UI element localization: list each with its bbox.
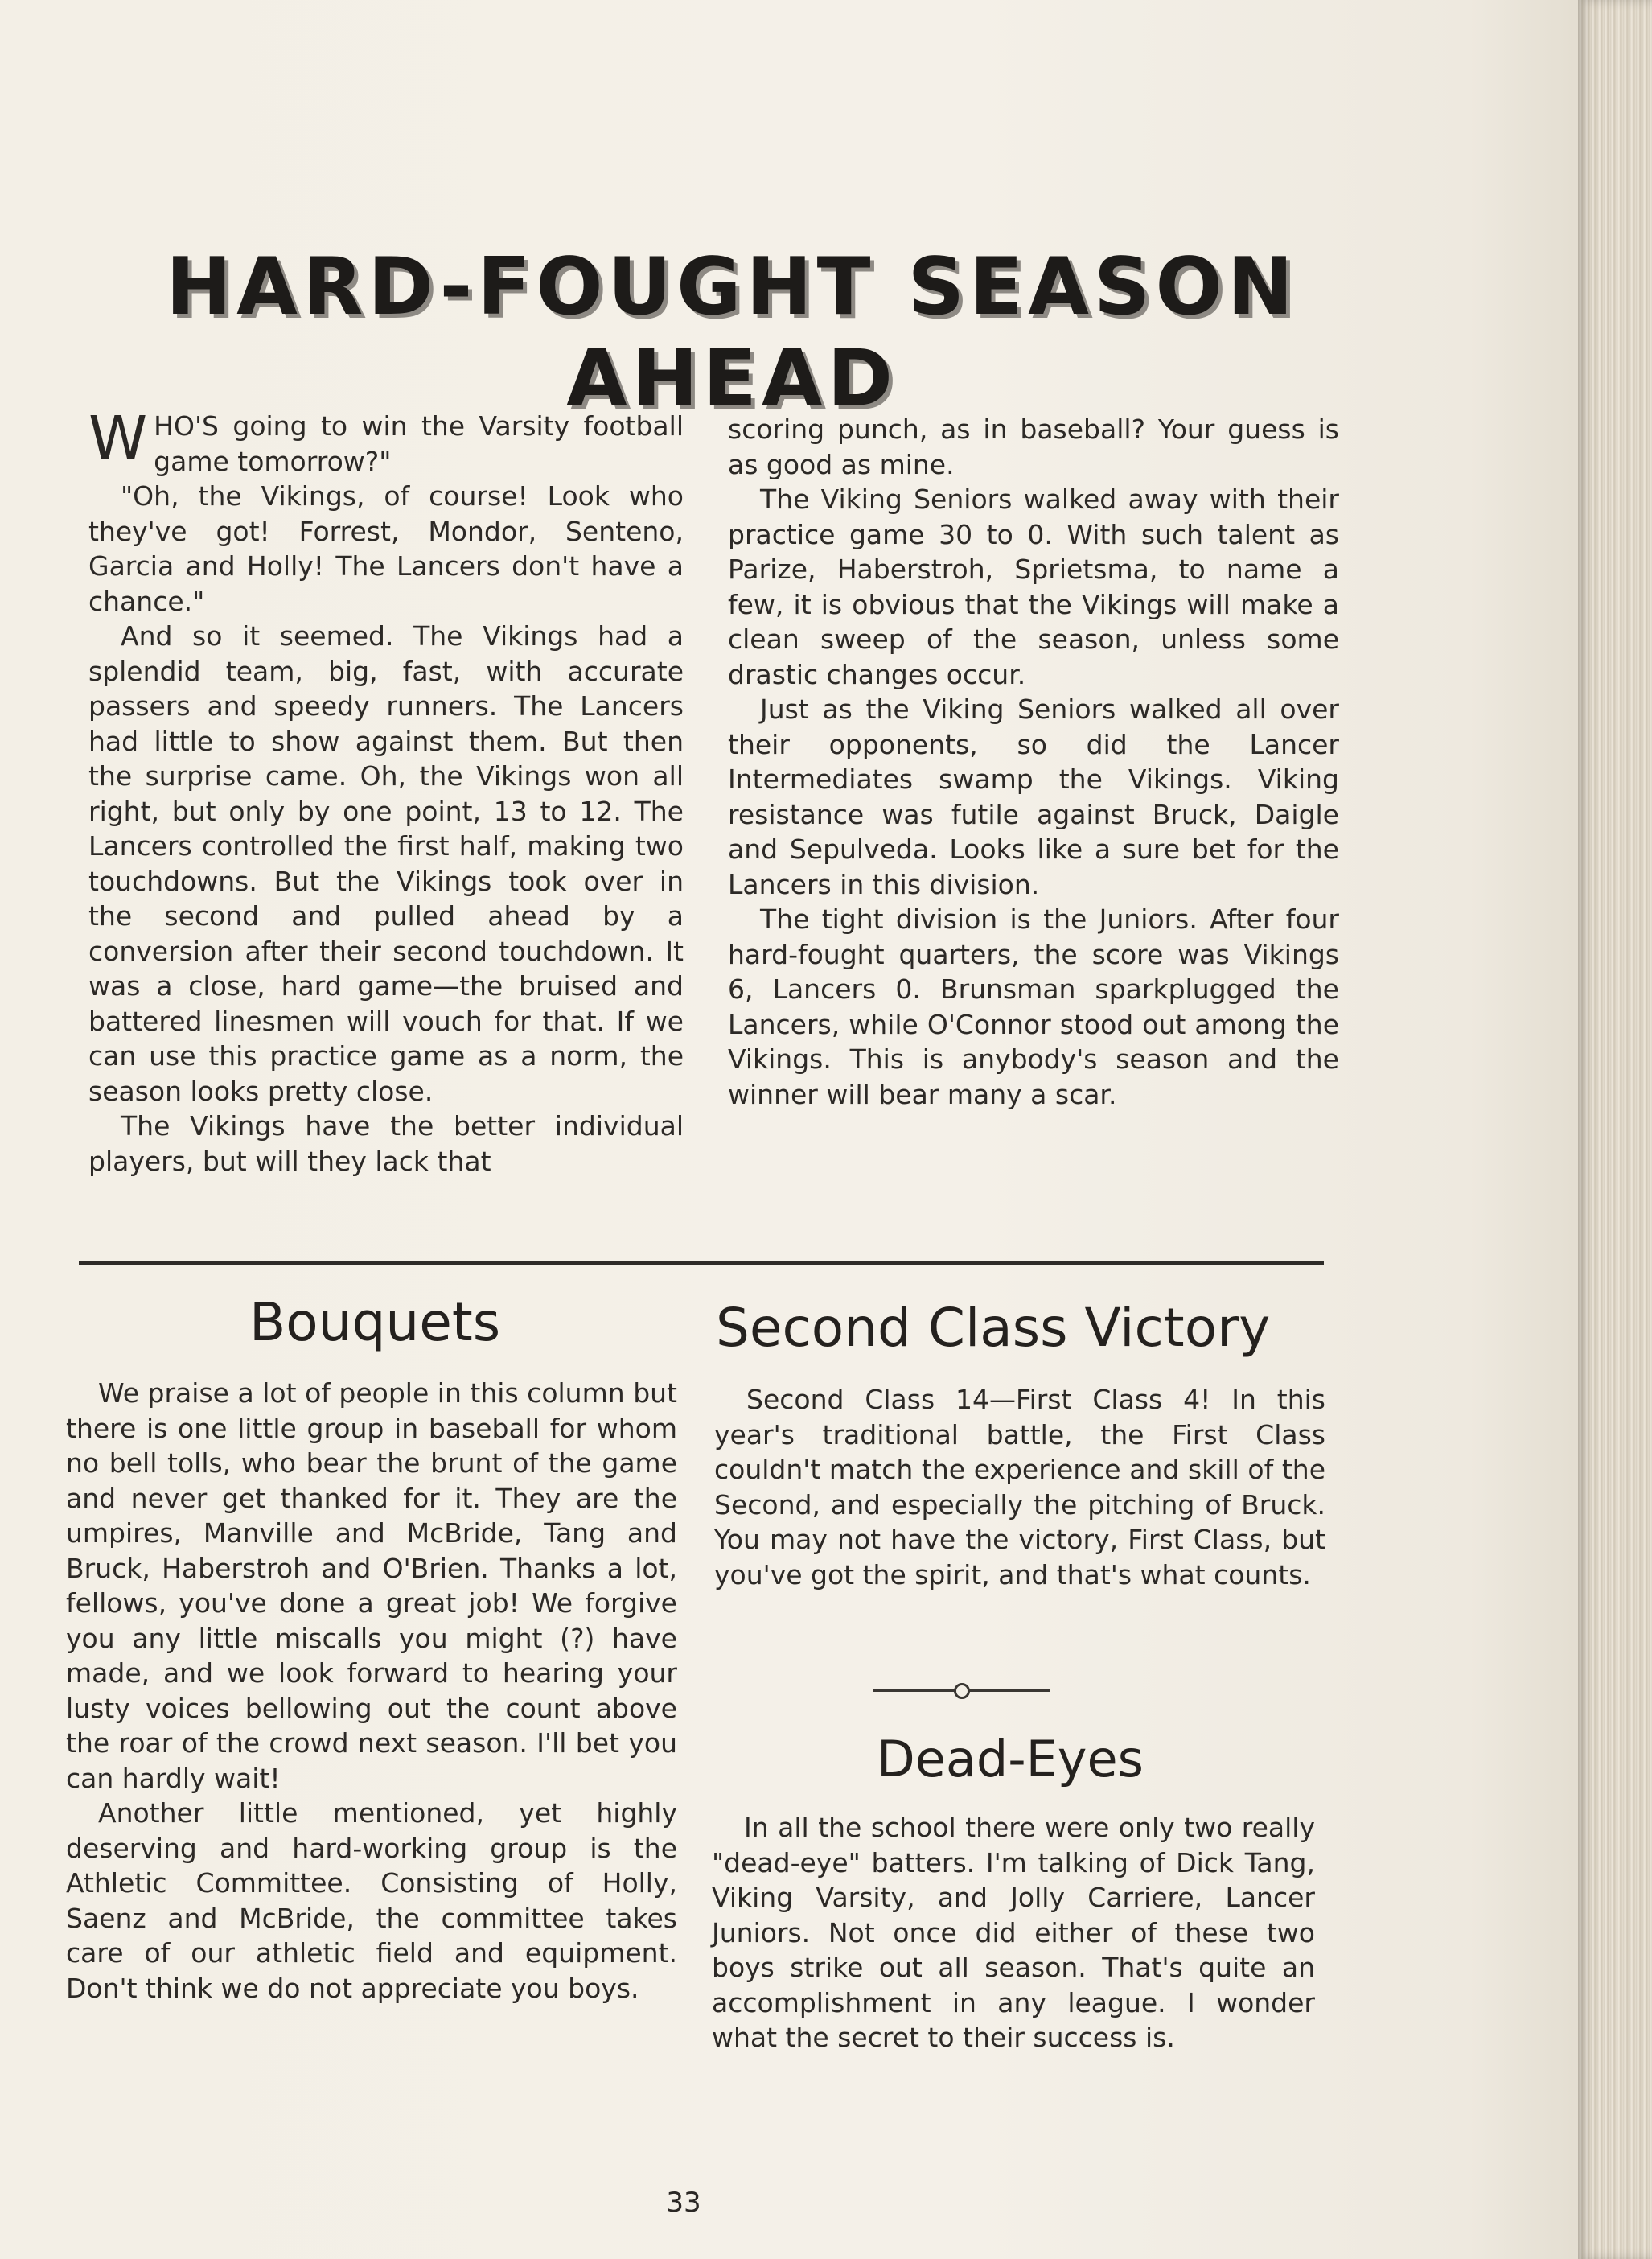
- drop-cap: W: [88, 404, 148, 473]
- second-class-paragraph: Second Class 14—First Class 4! In this year's traditional battle, the First Class couldn't match the experience and skill of the Second, and especially the pitching of Bruck. You may not have the victory, First Class, but you've got the spirit, and that's what counts.: [714, 1384, 1325, 1590]
- section-divider: [79, 1261, 1324, 1265]
- article-paragraph: The tight division is the Juniors. After four hard-fought quarters, the score was Vikings 6, Lancers 0. Brunsman sparkplugged the Lancers, while O'Connor stood out among the Vikings. This is anybody's season and the winner will bear many a scar.: [728, 903, 1339, 1110]
- page-number: 33: [666, 2187, 701, 2219]
- second-class-heading: Second Class Victory: [716, 1297, 1271, 1359]
- bouquets-heading: Bouquets: [249, 1291, 501, 1353]
- ornament-circle: [954, 1683, 970, 1699]
- dead-eyes-heading: Dead-Eyes: [877, 1730, 1144, 1788]
- dead-eyes-paragraph: In all the school there were only two really "dead-eye" batters. I'm talking of Dick Tang, Viking Varsity, and Jolly Carriere, Lancer Juniors. Not once did either of these two boys strike out all season. That's quite an accomplishment in any league. I wonder what the secret to their success is.: [712, 1812, 1315, 2053]
- page-title: HARD-FOUGHT SEASON AHEAD: [166, 241, 1298, 425]
- dead-eyes-column: [712, 1810, 1315, 2055]
- article-paragraph: "Oh, the Vikings, of course! Look who they've got! Forrest, Mondor, Senteno, Garcia and Holly! The Lancers don't have a chance.": [88, 480, 684, 617]
- article-paragraph: And so it seemed. The Vikings had a splendid team, big, fast, with accurate passers and speedy runners. The Lancers had little to show against them. But then the surprise came. Oh, the Vikings won all right, but only by one point, 13 to 12. The Lancers controlled the first half, making two touchdowns. But the Vikings took over in the second and pulled ahead by a conversion after their second touchdown. It was a close, hard game—the bruised and battered linesmen will vouch for that. If we can use this practice game as a norm, the season looks pretty close.: [88, 620, 684, 1107]
- article-paragraph: The Viking Seniors walked away with their practice game 30 to 0. With such talent as Parize, Haberstroh, Sprietsma, to name a few, it is obvious that the Vikings will make a clean sweep of the season, unless some drastic changes occur.: [728, 483, 1339, 690]
- article-paragraph: Just as the Viking Seniors walked all over their opponents, so did the Lancer Intermediates swamp the Vikings. Viking resistance was futile against Bruck, Daigle and Sepulveda. Looks like a sure bet for the Lancers in this division.: [728, 693, 1339, 900]
- article-paragraph: WHO'S going to win the Varsity football game tomorrow?": [88, 404, 684, 477]
- article-paragraph: scoring punch, as in baseball? Your guess is as good as mine.: [728, 414, 1339, 480]
- bouquets-column: [66, 1376, 677, 2006]
- bouquets-paragraph: We praise a lot of people in this column but there is one little group in baseball for whom no bell tolls, who bear the brunt of the game and never get thanked for it. They are the umpires, Manville and McBride, Tang and Bruck, Haberstroh and O'Brien. Thanks a lot, fellows, you've done a great job! We forgive you any little miscalls you might (?) have made, and we look forward to hearing your lusty voices bellowing out the count above the roar of the crowd next season. I'll bet you can hardly wait!: [66, 1377, 677, 1794]
- article-paragraph: The Vikings have the better individual players, but will they lack that: [88, 1110, 684, 1177]
- book-page-edges: [1578, 0, 1652, 2259]
- article-column-2: [728, 412, 1339, 1112]
- second-class-column: [714, 1382, 1325, 1592]
- article-column-1: [88, 404, 684, 1179]
- bouquets-paragraph: Another little mentioned, yet highly deserving and hard-working group is the Athletic Committee. Consisting of Holly, Saenz and McBride, the committee takes care of our athletic field and equipment. Don't think we do not appreciate you boys.: [66, 1797, 677, 2004]
